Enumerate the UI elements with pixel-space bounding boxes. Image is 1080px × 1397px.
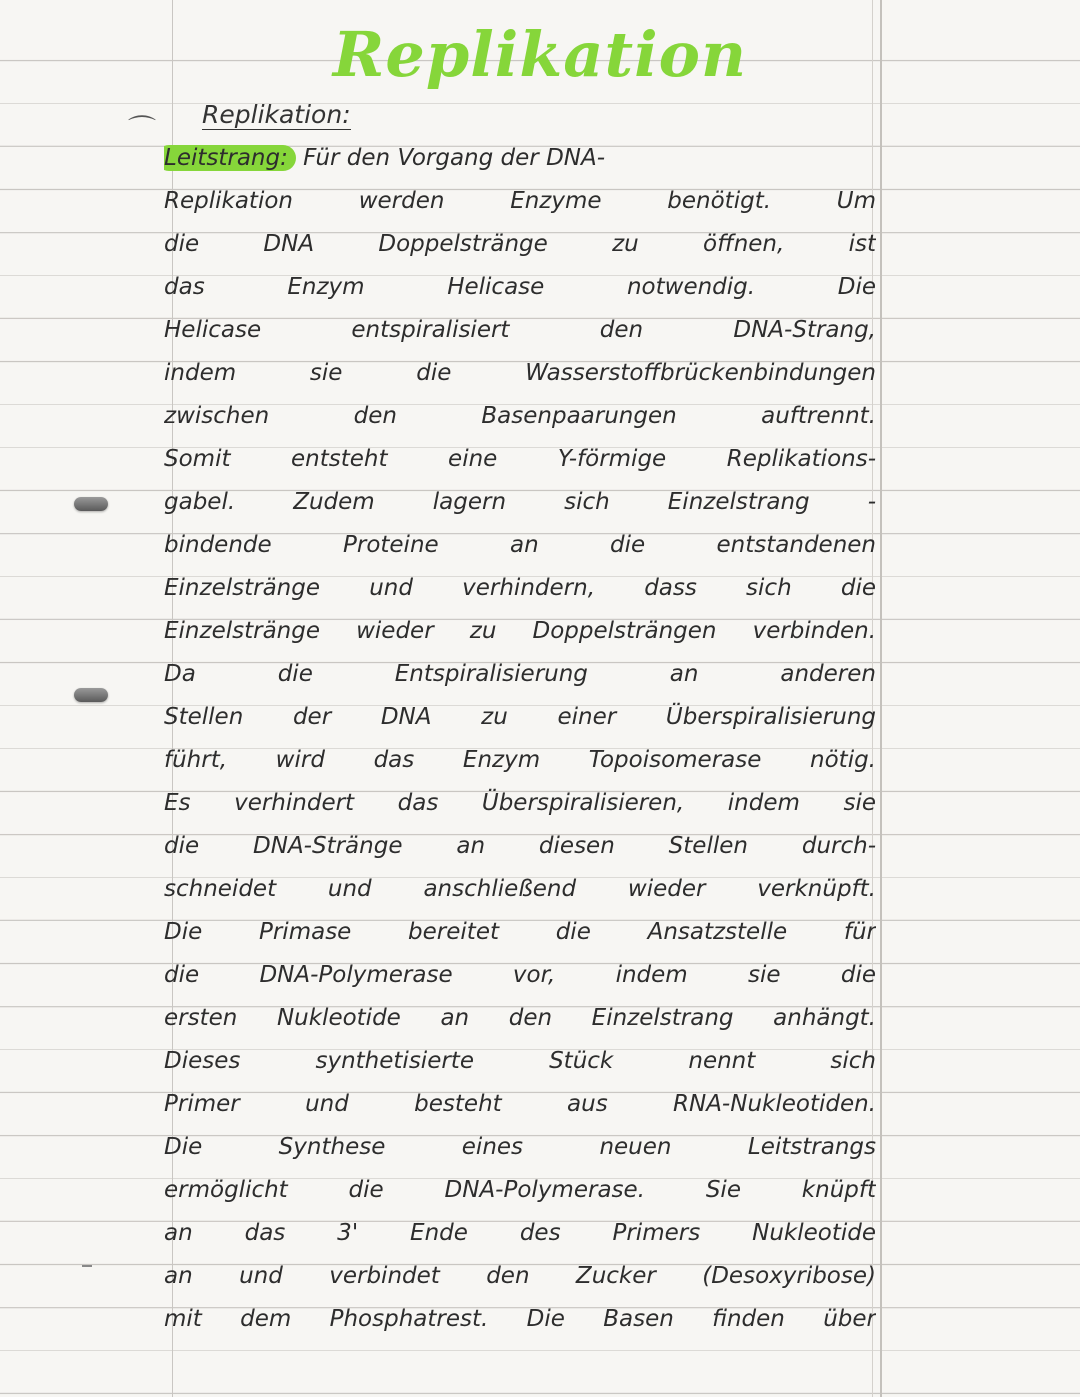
text-line: die DNA-Stränge an diesen Stellen durch- xyxy=(164,833,876,859)
text-line: das Enzym Helicase notwendig. Die xyxy=(164,274,876,300)
text-line: zwischen den Basenpaarungen auftrennt. xyxy=(164,403,876,429)
text-line: Einzelstränge wieder zu Doppelsträngen verbinden. xyxy=(164,618,876,644)
text-line: Da die Entspiralisierung an anderen xyxy=(164,661,876,687)
text-line: ermöglicht die DNA-Polymerase. Sie knüpft xyxy=(164,1177,876,1203)
section-heading: Replikation: xyxy=(202,100,351,129)
text-line: Helicase entspiralisiert den DNA-Strang, xyxy=(164,317,876,343)
text-line: gabel. Zudem lagern sich Einzelstrang - xyxy=(164,489,876,515)
text-line: Primer und besteht aus RNA-Nukleotiden. xyxy=(164,1091,876,1117)
text-line: an und verbindet den Zucker (Desoxyribose) xyxy=(164,1263,876,1289)
highlighted-term: Leitstrang: xyxy=(164,145,296,171)
text-line: Einzelstränge und verhindern, dass sich die xyxy=(164,575,876,601)
hook-mark: ⌒ xyxy=(128,113,157,146)
text-line: Es verhindert das Überspiralisieren, indem sie xyxy=(164,790,876,816)
text-line: mit dem Phosphatrest. Die Basen finden über xyxy=(164,1306,876,1332)
text-line: Die Synthese eines neuen Leitstrangs xyxy=(164,1134,876,1160)
text-line: ersten Nukleotide an den Einzelstrang anhängt. xyxy=(164,1005,876,1031)
text-line: an das 3' Ende des Primers Nukleotide xyxy=(164,1220,876,1246)
text-line: schneidet und anschließend wieder verknüpft. xyxy=(164,876,876,902)
text-line: Dieses synthetisierte Stück nennt sich xyxy=(164,1048,876,1074)
margin-tick xyxy=(82,1265,92,1267)
binder-ring xyxy=(74,688,108,702)
text-line: die DNA Doppelstränge zu öffnen, ist xyxy=(164,231,876,257)
page-title: Replikation xyxy=(332,18,748,91)
text-line: Die Primase bereitet die Ansatzstelle für xyxy=(164,919,876,945)
text-line: Somit entsteht eine Y-förmige Replikations- xyxy=(164,446,876,472)
text-line: indem sie die Wasserstoffbrückenbindungen xyxy=(164,360,876,386)
text-line: Leitstrang: Für den Vorgang der DNA- xyxy=(164,137,876,180)
text-line: die DNA-Polymerase vor, indem sie die xyxy=(164,962,876,988)
right-margin-line xyxy=(880,0,882,1397)
binder-ring xyxy=(74,497,108,511)
handwritten-text xyxy=(164,137,876,1341)
text-line: Replikation werden Enzyme benötigt. Um xyxy=(164,188,876,214)
text-line: führt, wird das Enzym Topoisomerase nötig. xyxy=(164,747,876,773)
text-line: Stellen der DNA zu einer Überspiralisierung xyxy=(164,704,876,730)
text-line: bindende Proteine an die entstandenen xyxy=(164,532,876,558)
